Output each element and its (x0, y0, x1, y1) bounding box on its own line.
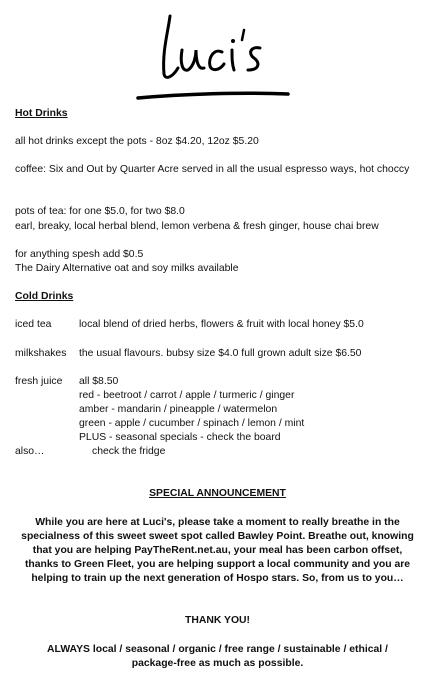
thank-you: THANK YOU! (184, 615, 251, 626)
fresh-juice-line: all $8.50 (79, 376, 119, 387)
cold-drinks-heading: Cold Drinks (15, 291, 74, 302)
hot-drinks-pricing: all hot drinks except the pots - 8oz $4.20, 12oz $5.20 (15, 136, 259, 147)
also-label: also… (15, 446, 45, 457)
dairy-alternative: The Dairy Alternative oat and soy milks available (15, 263, 239, 274)
announcement-body: While you are here at Luci's, please take a moment to really breathe in the specialness of this sweet sweet spot called Bawley Point. Breathe out, knowing that you are helping PayTheRent.net.au, your meal has been carbon offset, thanks to Green Fleet, you are helping support a local community and you are helping to train up the next generation of Hospo stars. So, from us to you… (21, 517, 414, 584)
iced-tea-label: iced tea (15, 319, 52, 330)
tea-varieties: earl, breaky, local herbal blend, lemon verbena & fresh ginger, house chai brew (15, 221, 379, 232)
values-statement: ALWAYS local / seasonal / organic / free range / sustainable / ethical / package-free as much as possible. (47, 644, 388, 669)
hot-drinks-heading: Hot Drinks (15, 108, 68, 119)
fresh-juice-label: fresh juice (15, 376, 63, 387)
fresh-juice-line: green - apple / cucumber / spinach / lemon / mint (79, 418, 305, 429)
coffee-description: coffee: Six and Out by Quarter Acre served in all the usual espresso ways, hot choccy (15, 164, 410, 175)
announcement-heading: SPECIAL ANNOUNCEMENT (149, 488, 286, 499)
spesh-addon: for anything spesh add $0.5 (15, 249, 144, 260)
milkshakes-label: milkshakes (15, 348, 67, 359)
fresh-juice-line: amber - mandarin / pineapple / watermelon (79, 404, 278, 415)
also-description: check the fridge (92, 446, 166, 457)
fresh-juice-line: red - beetroot / carrot / apple / turmeric / ginger (79, 390, 295, 401)
milkshakes-description: the usual flavours. bubsy size $4.0 full grown adult size $6.50 (79, 348, 362, 359)
lucis-logo (132, 8, 292, 104)
fresh-juice-line: PLUS - seasonal specials - check the board (79, 432, 281, 443)
tea-pricing: pots of tea: for one $5.0, for two $8.0 (15, 206, 185, 217)
iced-tea-description: local blend of dried herbs, flowers & fruit with local honey $5.0 (79, 319, 364, 330)
